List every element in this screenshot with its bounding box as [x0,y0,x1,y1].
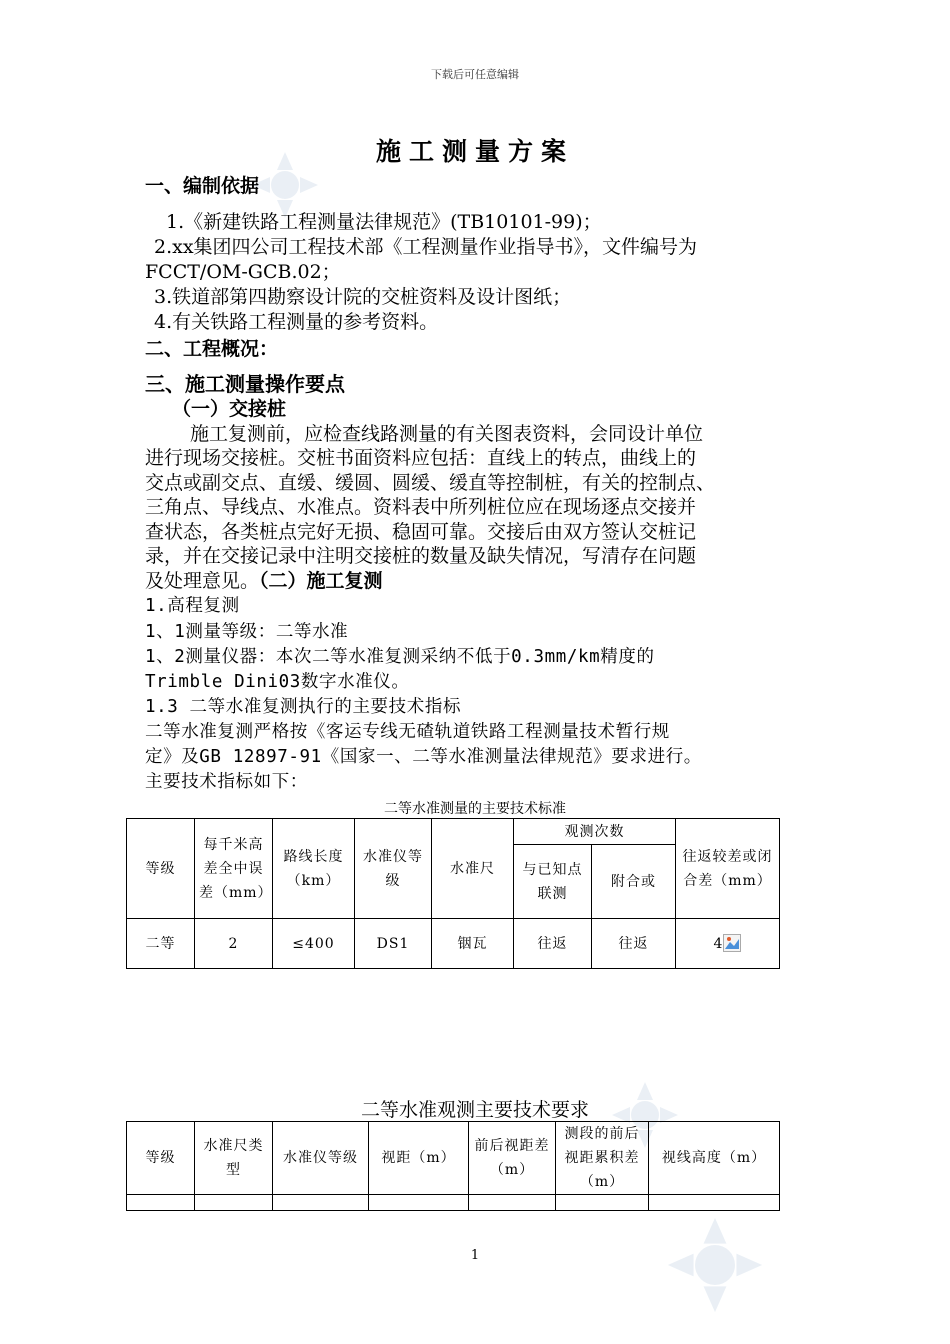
para-line: 施工复测前，应检查线路测量的有关图表资料，会同设计单位 [190,423,704,445]
t2-cell [649,1195,780,1211]
table2 [126,1121,780,1211]
para-last-line [145,569,383,594]
t2-header-distance-diff: 前后视距差（m） [469,1122,556,1195]
t2-header-grade: 等级 [127,1122,195,1195]
mono-line: Trimble Dini03数字水准仪。 [145,672,410,692]
t1-cell: DS1 [355,919,432,969]
basis-item-2: 2.xx集团四公司工程技术部《工程测量作业指导书》，文件编号为 [154,236,698,258]
t1-cell: 往返 [514,919,592,969]
section-heading-overview: 二、工程概况： [145,338,279,360]
para-line: 进行现场交接桩。交桩书面资料应包括：直线上的转点，曲线上的 [145,447,697,469]
mono-line: 定》及GB 12897-91《国家一、二等水准测量法律规范》要求进行。 [145,747,702,767]
section-heading-operations: 三、施工测量操作要点 [145,372,345,396]
basis-item-1: 1.《新建铁路工程测量法律规范》(TB10101-99)； [166,211,602,233]
t2-header-rod-type: 水准尺类型 [195,1122,273,1195]
t1-cell-closure [676,919,780,969]
t1-cell: 2 [195,919,273,969]
mono-line: 主要技术指标如下： [145,772,308,792]
t1-header-length: 路线长度（km） [273,819,355,919]
mono-line: 二等水准复测严格按《客运专线无碴轨道铁路工程测量技术暂行规 [145,722,670,742]
t1-header-obs-group: 观测次数 [514,819,676,845]
table1-caption: 二等水准测量的主要技术标准 [384,801,566,817]
t2-cell [127,1195,195,1211]
header-note: 下载后可任意编辑 [431,68,519,81]
t2-cell [556,1195,649,1211]
t1-header-obs-attach: 附合或 [592,845,676,919]
para-line: 三角点、导线点、水准点。资料表中所列桩位应在现场逐点交接并 [145,496,697,518]
broken-image-icon [723,934,741,952]
t1-header-rod: 水准尺 [432,819,514,919]
t2-header-instrument: 水准仪等级 [273,1122,369,1195]
basis-item-3: 3.铁道部第四勘察设计院的交桩资料及设计图纸； [154,286,572,308]
t1-header-closure: 往返较差或闭合差（mm） [676,819,780,919]
table1 [126,818,780,969]
para-line: 交点或副交点、直缓、缓圆、圆缓、缓直等控制桩，有关的控制点、 [145,472,716,494]
subheading-handover: （一）交接桩 [172,398,287,420]
t1-header-grade: 等级 [127,819,195,919]
section-heading-basis: 一、编制依据 [145,175,260,197]
mono-line: 1.3 二等水准复测执行的主要技术指标 [145,697,462,717]
para-line: 录，并在交接记录中注明交接桩的数量及缺失情况，写清存在问题 [145,545,697,567]
mono-line: 1、1测量等级：二等水准 [145,622,349,642]
mono-line: 1.高程复测 [145,596,240,616]
t2-cell [273,1195,369,1211]
t2-cell [369,1195,469,1211]
subheading-recheck: （二）施工复测 [259,570,383,592]
t2-cell [469,1195,556,1211]
para-line-text: 及处理意见。 [145,570,260,592]
t1-header-obs-known: 与已知点联测 [514,845,592,919]
t1-cell: 4 [713,935,724,952]
basis-item-2-cont: FCCT/OM-GCB.02； [145,261,341,283]
mono-line: 1、2测量仪器：本次二等水准复测采纳不低于0.3mm/km精度的 [145,647,655,667]
document-title: 施工测量方案 [375,137,574,166]
table2-caption: 二等水准观测主要技术要求 [360,1099,589,1121]
t2-header-sight-distance: 视距（m） [369,1122,469,1195]
t1-header-error: 每千米高差全中误差（mm） [195,819,273,919]
t1-cell: 铟瓦 [432,919,514,969]
t1-header-instrument: 水准仪等级 [355,819,432,919]
watermark-emblem-icon [665,1215,765,1315]
para-line: 查状态，各类桩点完好无损、稳固可靠。交接后由双方签认交桩记 [145,521,697,543]
basis-item-4: 4.有关铁路工程测量的参考资料。 [154,311,439,333]
t1-cell: 往返 [592,919,676,969]
page-number: 1 [470,1248,480,1263]
t1-cell: ≤400 [273,919,355,969]
t2-cell [195,1195,273,1211]
t2-header-cumulative-diff: 测段的前后视距累积差（m） [556,1122,649,1195]
t2-header-sight-height: 视线高度（m） [649,1122,780,1195]
t1-cell: 二等 [127,919,195,969]
